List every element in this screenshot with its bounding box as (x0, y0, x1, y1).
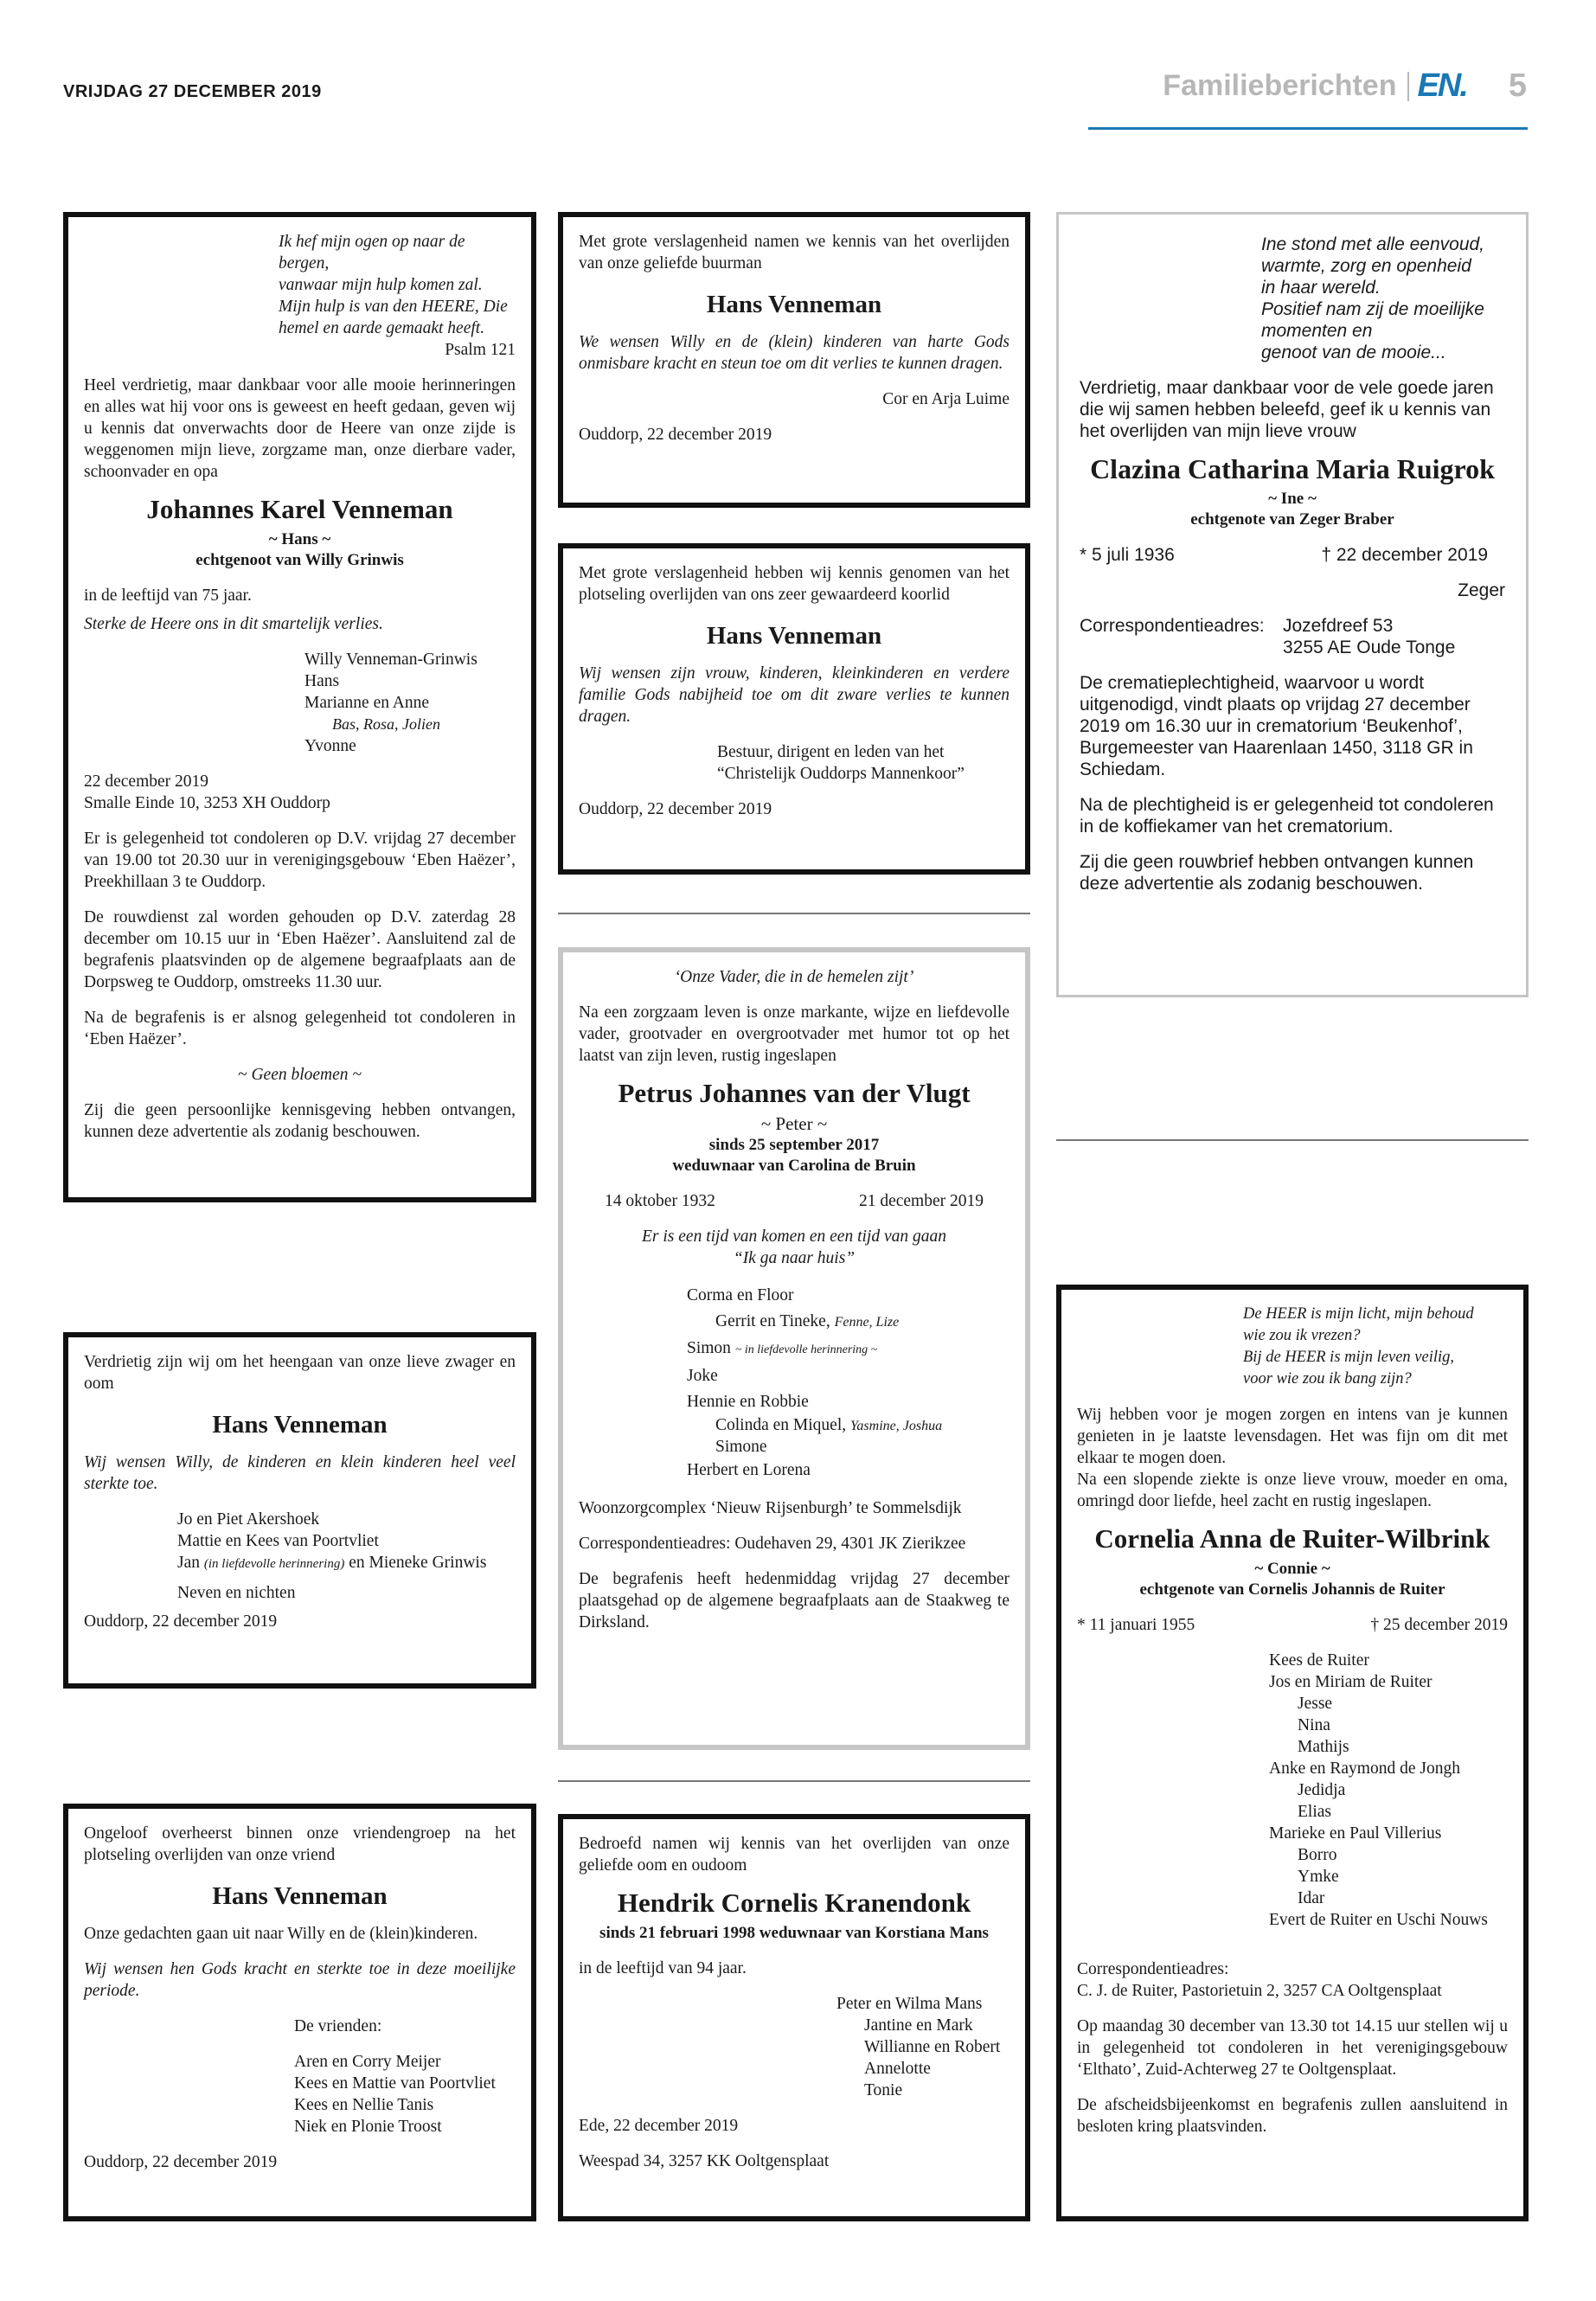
section-title: Familieberichten (1163, 69, 1397, 102)
deceased-name: Hans Venneman (706, 622, 882, 650)
friend: Niek en Plonie Troost (294, 2118, 442, 2136)
condolence-zwager (63, 1332, 536, 1689)
header-divider (1407, 72, 1409, 101)
spouse-line: echtgenote van Cornelis Johannis de Ruiter (1139, 1580, 1445, 1599)
obituary-clazina-ruigrok (1056, 212, 1529, 997)
family-member: Willy Venneman-Grinwis (304, 651, 478, 669)
motto-line: Mijn hulp is van den HEERE, Die (279, 298, 508, 316)
obituary-johannes-venneman (63, 212, 536, 1202)
deceased-name: Petrus Johannes van der Vlugt (618, 1078, 971, 1108)
deceased-name: Hendrik Cornelis Kranendonk (617, 1888, 971, 1918)
nickname: ~ Ine ~ (1268, 490, 1317, 508)
column-rule (558, 913, 1030, 914)
family-list (836, 1993, 1010, 2101)
column-rule (1056, 1139, 1529, 1141)
family-member: Hans (304, 672, 340, 690)
since-line: sinds 25 september 2017 (708, 1136, 880, 1154)
deceased-name: Hans Venneman (706, 291, 882, 318)
family-member: Evert de Ruiter en Uschi Nouws (1269, 1911, 1488, 1929)
intro-text: Verdrietig, maar dankbaar voor de vele goede jaren die wij samen hebben beleefd, geef ik u kennis van het overlijden van mijn lieve vrouw (1080, 378, 1494, 441)
motto-line: momenten en (1261, 321, 1373, 341)
motto: ‘Onze Vader, die in de hemelen zijt’ (674, 968, 914, 986)
family-member: Jedidja (1298, 1781, 1346, 1799)
nickname: ~ Peter ~ (760, 1113, 828, 1134)
relative: Mattie en Kees van Poortvliet (177, 1532, 379, 1550)
page-header (1163, 67, 1527, 105)
relative: en Mieneke Grinwis (349, 1554, 487, 1572)
service-info: De rouwdienst zal worden gehouden op D.V. zaterdag 28 december om 10.15 uur in ‘Eben Haëzer’. Aansluitend zal de begrafenis plaatsvinden op de algemene begraafplaats aan de Dorpsweg te Ouddorp, omstreeks 11.30 uur. (84, 908, 516, 991)
condolence-info: Op maandag 30 december van 13.30 tot 14.15 uur stellen wij u in gelegenheid tot condoleren in het verenigingsgebouw ‘Elthato’, Zuid-Achterweg 27 te Ooltgensplaat. (1077, 2017, 1508, 2079)
family-member: Colinda en Miquel, (715, 1416, 847, 1434)
intro-text: Na een zorgzaam leven is onze markante, wijze en liefdevolle vader, grootvader en overgrootvader met humor tot op het laatst van zijn leven, rustig ingeslapen (579, 1003, 1010, 1065)
address-line: Correspondentieadres: Oudehaven 29, 4301 JK Zierikzee (579, 1535, 966, 1553)
grandchildren: Bas, Rosa, Jolien (332, 715, 440, 733)
grandchildren: Fenne, Lize (834, 1315, 900, 1330)
birth-date: * 11 januari 1955 (1077, 1616, 1195, 1634)
family-member: Yvonne (304, 737, 356, 755)
spouse-line: echtgenoot van Willy Grinwis (195, 551, 404, 569)
wish-text: We wensen Willy en de (klein) kinderen van harte Gods onmisbare kracht en steun toe om dit verlies te kunnen dragen. (579, 333, 1010, 373)
family-member: Gerrit en Tineke, (715, 1312, 830, 1330)
deceased-name: Cornelia Anna de Ruiter-Wilbrink (1094, 1523, 1490, 1554)
after-info: Na de begrafenis is er alsnog gelegenheid tot condoleren in ‘Eben Haëzer’. (84, 1009, 516, 1048)
motto-line: Positief nam zij de moeilijke (1261, 299, 1484, 319)
page-number: 5 (1508, 67, 1527, 104)
address-label: Correspondentieadres: (1077, 1960, 1229, 1978)
condolence-vrienden (63, 1804, 536, 2221)
intro-text: Met grote verslagenheid namen we kennis van het overlijden van onze geliefde buurman (579, 233, 1010, 272)
motto-line: De HEER is mijn licht, mijn behoud (1243, 1305, 1474, 1323)
birth-date: * 5 juli 1936 (1080, 545, 1175, 565)
address-label: Correspondentieadres: (1080, 616, 1265, 636)
motto-line: warmte, zorg en openheid (1261, 256, 1471, 276)
age-line: in de leeftijd van 75 jaar. (84, 586, 252, 605)
memory-note: (in liefdevolle herinnering) (203, 1557, 345, 1571)
spouse-line: echtgenote van Zeger Braber (1190, 510, 1394, 529)
motto-reference: Psalm 121 (445, 341, 516, 359)
signature: Cor en Arja Luime (882, 390, 1010, 408)
memory-note: ~ in liefdevolle herinnering ~ (734, 1343, 878, 1356)
motto-line: Ik hef mijn ogen op naar de bergen, (279, 233, 465, 272)
intro-text: Heel verdrietig, maar dankbaar voor alle mooie herinneringen en alles wat hij voor ons is geweest en heeft gedaan, geven wij u kennis dat onverwachts door de Heere van onze zijde is weggenomen mijn lieve, zorgzame man, onze dierbare vader, schoonvader en opa (84, 376, 516, 481)
friend: Aren en Corry Meijer (294, 2053, 441, 2071)
address-line: C. J. de Ruiter, Pastorietuin 2, 3257 CA Ooltgensplaat (1077, 1982, 1442, 2000)
signature: Bestuur, dirigent en leden van het (717, 743, 945, 761)
family-member: Simone (715, 1438, 767, 1456)
closing-note: Zij die geen rouwbrief hebben ontvangen kunnen deze advertentie als zodanig beschouwen. (1080, 852, 1474, 894)
flowers-note: ~ Geen bloemen ~ (238, 1066, 362, 1084)
date-line: Ouddorp, 22 december 2019 (84, 1612, 278, 1631)
family-member: Jos en Miriam de Ruiter (1269, 1673, 1433, 1691)
address-line: Smalle Einde 10, 3253 XH Ouddorp (84, 794, 330, 812)
family-member: Jantine en Mark (864, 2016, 973, 2035)
family-member: Hennie en Robbie (687, 1393, 809, 1411)
condolence-mannenkoor (558, 543, 1030, 875)
family-member: Ymke (1298, 1868, 1339, 1886)
family-member: Herbert en Lorena (687, 1461, 811, 1479)
farewell-info: De afscheidsbijeenkomst en begrafenis zullen aansluitend in besloten kring plaatsvinden. (1077, 2096, 1508, 2136)
intro-text: Na een slopende ziekte is onze lieve vrouw, moeder en oma, omringd door liefde, heel zacht en rustig ingeslapen. (1077, 1471, 1508, 1510)
family-member: Mathijs (1298, 1738, 1349, 1756)
family-member: Simon (687, 1339, 731, 1357)
family-member: Peter en Wilma Mans (836, 1995, 983, 2013)
wish-text: Wij wensen Willy, de kinderen en klein kinderen heel veel sterkte toe. (84, 1453, 516, 1493)
address-line: 3255 AE Oude Tonge (1283, 638, 1456, 657)
grandchildren: Yasmine, Joshua (849, 1419, 943, 1433)
birth-date: 14 oktober 1932 (605, 1192, 715, 1210)
friends-label: De vrienden: (294, 2017, 382, 2035)
intro-text: Met grote verslagenheid hebben wij kennis genomen van het plotseling overlijden van ons zeer gewaardeerd koorlid (579, 564, 1010, 604)
relative: Jan (177, 1554, 200, 1572)
nickname: ~ Hans ~ (268, 530, 331, 548)
motto-line: vanwaar mijn hulp komen zal. (279, 276, 483, 294)
signature: Zeger (1458, 580, 1505, 600)
quote: Sterke de Heere ons in dit smartelijk verlies. (84, 615, 383, 633)
relative: Jo en Piet Akershoek (177, 1510, 320, 1529)
family-member: Anke en Raymond de Jongh (1269, 1759, 1460, 1778)
family-member: Marieke en Paul Villerius (1269, 1824, 1442, 1843)
family-member: Tonie (864, 2081, 903, 2099)
family-member: Kees de Ruiter (1269, 1651, 1369, 1670)
widower-line: weduwnaar van Carolina de Bruin (672, 1157, 916, 1175)
family-member: Willianne en Robert (864, 2038, 1001, 2056)
date-line: Ouddorp, 22 december 2019 (84, 2153, 278, 2171)
signature: “Christelijk Ouddorps Mannenkoor” (717, 765, 965, 783)
age-line: in de leeftijd van 94 jaar. (579, 1959, 747, 1977)
deceased-name: Hans Venneman (212, 1882, 388, 1910)
family-member: Idar (1298, 1889, 1325, 1907)
relative: Neven en nichten (177, 1584, 296, 1602)
thoughts-text: Onze gedachten gaan uit naar Willy en de (klein)kinderen. (84, 1925, 478, 1943)
intro-text: Bedroefd namen wij kennis van het overlijden van onze geliefde oom en oudoom (579, 1835, 1010, 1875)
funeral-info: De begrafenis heeft hedenmiddag vrijdag 27 december plaatsgehad op de algemene begraafplaats aan de Staakweg te Dirksland. (579, 1570, 1010, 1631)
closing-note: Zij die geen persoonlijke kennisgeving hebben ontvangen, kunnen deze advertentie als zodanig beschouwen. (84, 1101, 516, 1141)
deceased-name: Johannes Karel Venneman (146, 494, 453, 524)
deceased-name: Hans Venneman (212, 1411, 388, 1439)
family-list (1269, 1650, 1508, 1931)
after-info: Na de plechtigheid is er gelegenheid tot condoleren in de koffiekamer van het crematorium. (1080, 795, 1494, 836)
nickname: ~ Connie ~ (1254, 1560, 1330, 1578)
death-date: † 22 december 2019 (1321, 545, 1488, 565)
obituary-hendrik-kranendonk (558, 1814, 1030, 2221)
family-member: Elias (1298, 1803, 1331, 1821)
deceased-name: Clazina Catharina Maria Ruigrok (1090, 453, 1495, 484)
death-date: † 25 december 2019 (1370, 1616, 1508, 1634)
family-member: Annelotte (864, 2060, 931, 2078)
motto-line: genoot van de mooie... (1261, 343, 1446, 362)
motto-line: voor wie zou ik bang zijn? (1243, 1370, 1412, 1388)
ceremony-info: De crematieplechtigheid, waarvoor u wordt uitgenodigd, vindt plaats op vrijdag 27 december 2019 om 16.30 uur in crematorium ‘Beukenhof’, Burgemeester van Haarenlaan 1450, 3118 GR in Schiedam. (1080, 673, 1473, 779)
motto-line: in haar wereld. (1261, 278, 1381, 298)
column-rule (558, 1780, 1030, 1782)
family-member: Joke (687, 1367, 718, 1385)
family-member: Nina (1298, 1716, 1330, 1734)
obituary-petrus-van-der-vlugt (558, 947, 1030, 1750)
death-date: 21 december 2019 (858, 1192, 984, 1210)
date-line: Ouddorp, 22 december 2019 (579, 426, 772, 444)
motto-line: Ine stond met alle eenvoud, (1261, 234, 1485, 254)
wish-text: Wij wensen hen Gods kracht en sterkte toe in deze moeilijke periode. (84, 1960, 516, 2000)
widower-line: sinds 21 februari 1998 weduwnaar van Korstiana Mans (599, 1924, 989, 1942)
newspaper-logo: EN. (1417, 67, 1467, 104)
family-member: Jesse (1298, 1695, 1333, 1713)
intro-text: Ongeloof overheerst binnen onze vriendengroep na het plotseling overlijden van onze vriend (84, 1824, 516, 1864)
intro-text: Wij hebben voor je mogen zorgen en intens van je kunnen genieten in je laatste levensdagen. Het was fijn om dit met elkaar te mogen doen. (1077, 1406, 1508, 1467)
friend: Kees en Mattie van Poortvliet (294, 2074, 496, 2093)
friend: Kees en Nellie Tanis (294, 2096, 434, 2114)
intro-text: Verdrietig zijn wij om het heengaan van onze lieve zwager en oom (84, 1353, 516, 1393)
quote: “Ik ga naar huis” (733, 1249, 856, 1267)
issue-date: VRIJDAG 27 DECEMBER 2019 (63, 82, 322, 101)
quote: Er is een tijd van komen en een tijd van gaan (642, 1227, 946, 1246)
obituary-cornelia-de-ruiter (1056, 1285, 1529, 2221)
motto-line: Bij de HEER is mijn leven veilig, (1243, 1349, 1455, 1366)
family-member: Corma en Floor (687, 1286, 794, 1304)
family-member: Borro (1298, 1846, 1337, 1864)
motto-line: hemel en aarde gemaakt heeft. (279, 319, 485, 337)
condolence-buurman (558, 212, 1030, 508)
residence-line: Woonzorgcomplex ‘Nieuw Rijsenburgh’ te Sommelsdijk (579, 1499, 962, 1517)
address-line: Jozefdreef 53 (1283, 616, 1394, 636)
date-line: Ouddorp, 22 december 2019 (579, 800, 772, 818)
header-rule (1088, 127, 1528, 130)
date-line: Ede, 22 december 2019 (579, 2117, 739, 2135)
wish-text: Wij wensen zijn vrouw, kinderen, kleinkinderen en verdere familie Gods nabijheid toe om dit zware verlies te kunnen dragen. (579, 664, 1010, 726)
family-member: Marianne en Anne (304, 694, 430, 712)
motto-line: wie zou ik vrezen? (1243, 1327, 1361, 1344)
date-line: 22 december 2019 (84, 772, 209, 791)
condolence-info: Er is gelegenheid tot condoleren op D.V. vrijdag 27 december van 19.00 tot 20.30 uur in verenigingsgebouw ‘Eben Haëzer’, Preekhillaan 3 te Ouddorp. (84, 830, 516, 891)
address-line: Weespad 34, 3257 KK Ooltgensplaat (579, 2152, 830, 2170)
